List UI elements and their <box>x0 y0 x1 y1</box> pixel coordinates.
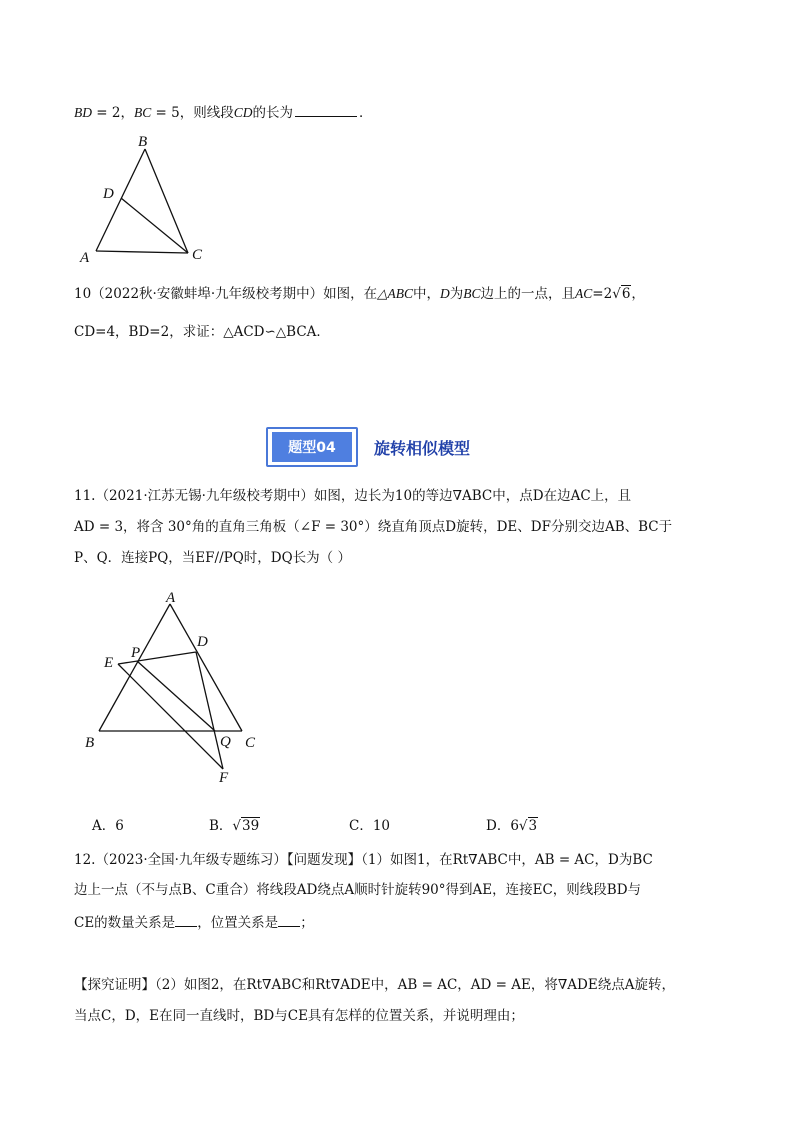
label-a: A <box>80 250 90 266</box>
q12-line3 <box>74 912 314 933</box>
label-a: A <box>166 590 176 606</box>
edge-bc <box>145 149 188 253</box>
q11-line2: AD = 3，将含 30°角的直角三角板（∠F = 30°）绕直角顶点D旋转，DE、DF分别交边AB、BC于 <box>74 519 673 535</box>
label-c: C <box>192 247 203 263</box>
q12-text-a: CE的数量关系是 <box>74 915 176 931</box>
segment-pq <box>137 661 215 731</box>
section-badge <box>266 427 358 467</box>
q11-line1: 11.（2021·江苏无锡·九年级校考期中）如图，边长为10的等边∇ABC中，点D在边AC上，且 <box>74 488 632 504</box>
q9-bd: BD <box>74 105 92 120</box>
option-a[interactable]: A．6 <box>92 818 124 834</box>
q10-text-d: 边上的一点，且 <box>480 286 576 302</box>
label-e: E <box>104 655 114 671</box>
option-d[interactable] <box>486 814 538 834</box>
edge-ef <box>118 664 223 769</box>
label-b: B <box>138 134 148 150</box>
edge-de <box>118 652 196 664</box>
q12-line1: 12.（2023·全国·九年级专题练习）【问题发现】（1）如图1，在Rt∇ABC中，AB = AC，D为BC <box>74 852 653 868</box>
badge-label: 题型04 <box>272 432 352 462</box>
q11-line3: P、Q．连接PQ，当EF//PQ时，DQ长为（ ） <box>74 550 351 566</box>
option-b-prefix: B． <box>209 818 233 834</box>
q9-line <box>74 102 373 123</box>
q10-d: D <box>440 286 450 301</box>
option-d-prefix: D．6 <box>486 818 519 834</box>
q10-ac: AC <box>575 286 593 301</box>
q9-eq1: = 2， <box>92 105 134 121</box>
q10-line2: CD=4，BD=2，求证：△ACD∽△BCA． <box>74 324 330 340</box>
label-d: D <box>103 186 114 202</box>
q10-tri: △ABC <box>377 286 414 301</box>
q10-text-b: 中， <box>413 286 441 302</box>
section-title: 旋转相似模型 <box>374 439 471 458</box>
option-d-radicand: 3 <box>528 818 538 834</box>
q12-line4: 【探究证明】（2）如图2，在Rt∇ABC和Rt∇ADE中，AB = AC，AD = AE，将∇ADE绕点A旋转， <box>74 977 675 993</box>
q9-suffix: 的长为 <box>252 105 293 121</box>
q10-text-e: =2 <box>592 286 613 302</box>
answer-blank <box>295 102 357 117</box>
q10-text-c: 为 <box>449 286 464 302</box>
q10-line1 <box>74 284 645 304</box>
q12-text-c: ； <box>300 915 314 931</box>
answer-blank <box>175 912 197 927</box>
segment-cd <box>121 198 188 253</box>
q9-bc: BC <box>133 105 152 120</box>
sqrt-icon: √ <box>232 818 242 834</box>
q10-radicand: 6 <box>621 286 631 302</box>
label-f: F <box>219 770 229 786</box>
edge-ac <box>170 604 242 731</box>
q10-text-f: ， <box>631 286 645 302</box>
label-c: C <box>245 735 256 751</box>
figure-2-rotation <box>78 586 268 786</box>
q10-bc: BC <box>463 286 481 301</box>
q12-line2: 边上一点（不与点B、C重合）将线段AD绕点A顺时针旋转90°得到AE，连接EC，则线段BD与 <box>74 882 642 898</box>
figure-1-triangle <box>70 128 220 268</box>
q9-cd: CD <box>233 105 253 120</box>
label-b: B <box>85 735 95 751</box>
edge-df <box>196 652 223 769</box>
edge-ac <box>96 251 188 253</box>
q12-line5: 当点C，D，E在同一直线时，BD与CE具有怎样的位置关系，并说明理由； <box>74 1008 524 1024</box>
label-d: D <box>197 634 208 650</box>
option-b[interactable] <box>209 814 260 834</box>
label-q: Q <box>220 734 231 750</box>
q9-eq2: = 5，则线段 <box>151 105 234 121</box>
q9-end: ． <box>359 105 373 121</box>
answer-blank <box>278 912 300 927</box>
sqrt-icon: √ <box>612 286 621 302</box>
q10-text-a: 10（2022秋·安徽蚌埠·九年级校考期中）如图，在 <box>74 286 378 302</box>
sqrt-icon: √ <box>518 818 528 834</box>
option-c[interactable]: C．10 <box>349 818 391 834</box>
label-p: P <box>131 645 141 661</box>
q12-text-b: ，位置关系是 <box>197 915 279 931</box>
option-b-radicand: 39 <box>242 818 260 834</box>
